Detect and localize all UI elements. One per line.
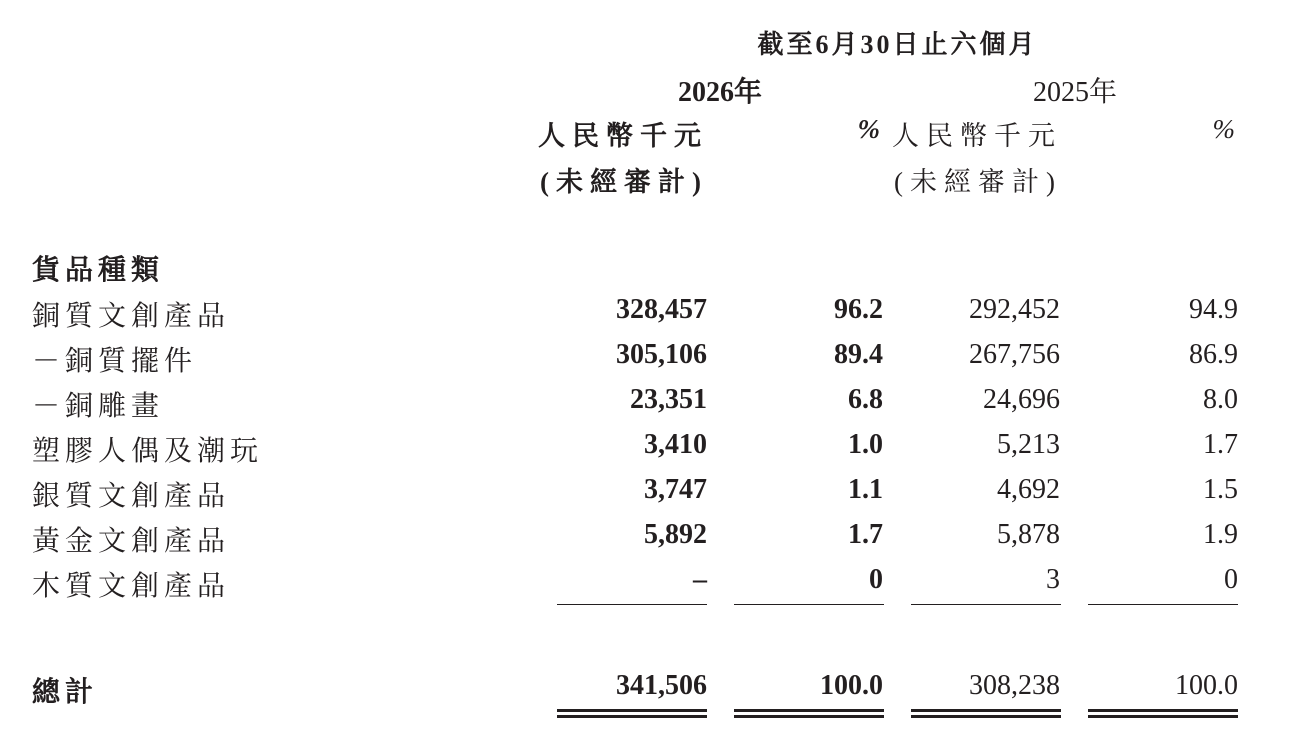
pct-2025: 86.9 [1189, 339, 1238, 370]
pct-2026: 1.0 [848, 429, 883, 460]
pct-2026: 6.8 [848, 384, 883, 415]
value-2025: 3 [1046, 564, 1060, 595]
value-2025: 24,696 [983, 384, 1060, 415]
total-value-2025: 308,238 [969, 670, 1060, 701]
pct-2026: 96.2 [834, 294, 883, 325]
total-pct-2026: 100.0 [820, 670, 883, 701]
row-label: 黃金文創產品 [32, 526, 231, 557]
pct-2026: 89.4 [834, 339, 883, 370]
value-2026: 3,747 [644, 474, 707, 505]
subtotal-rule [911, 604, 1061, 605]
value-2026: – [693, 564, 707, 595]
section-title: 貨品種類 [32, 255, 165, 286]
total-value-2026: 341,506 [616, 670, 707, 701]
pct-2025: 0 [1224, 564, 1238, 595]
subtotal-rule [734, 604, 884, 605]
pct-2026: 1.1 [848, 474, 883, 505]
value-2025: 4,692 [997, 474, 1060, 505]
pct-2026: 1.7 [848, 519, 883, 550]
value-2026: 23,351 [630, 384, 707, 415]
row-label: 銀質文創產品 [32, 481, 231, 512]
value-2026: 3,410 [644, 429, 707, 460]
total-double-rule [557, 709, 707, 718]
row-label: 木質文創產品 [32, 571, 231, 602]
pct-2025: 1.5 [1203, 474, 1238, 505]
pct-2025: 8.0 [1203, 384, 1238, 415]
period-heading: 截至6月30日止六個月 [757, 30, 1038, 59]
row-label: －銅質擺件 [32, 346, 198, 377]
value-2026: 5,892 [644, 519, 707, 550]
total-double-rule [1088, 709, 1238, 718]
row-label: －銅雕畫 [32, 391, 165, 422]
pct-heading-2025: % [1212, 114, 1235, 144]
pct-2025: 1.9 [1203, 519, 1238, 550]
value-2025: 267,756 [969, 339, 1060, 370]
year-2026-heading: 2026年 [677, 77, 762, 108]
total-double-rule [734, 709, 884, 718]
year-2025-heading: 2025年 [1032, 77, 1117, 108]
unit-rmb-2026: 人民幣千元 [538, 121, 708, 151]
pct-2025: 94.9 [1189, 294, 1238, 325]
unaudited-2025: (未經審計) [894, 167, 1062, 197]
value-2025: 5,878 [997, 519, 1060, 550]
pct-2025: 1.7 [1203, 429, 1238, 460]
subtotal-rule [1088, 604, 1238, 605]
subtotal-rule [557, 604, 707, 605]
value-2026: 328,457 [616, 294, 707, 325]
pct-2026: 0 [869, 564, 883, 595]
row-label: 銅質文創產品 [32, 301, 231, 332]
value-2026: 305,106 [616, 339, 707, 370]
total-pct-2025: 100.0 [1175, 670, 1238, 701]
value-2025: 5,213 [997, 429, 1060, 460]
pct-heading-2026: % [857, 114, 880, 144]
total-label: 總計 [32, 677, 99, 708]
row-label: 塑膠人偶及潮玩 [32, 436, 264, 467]
total-double-rule [911, 709, 1061, 718]
value-2025: 292,452 [969, 294, 1060, 325]
unaudited-2026: (未經審計) [540, 167, 708, 197]
unit-rmb-2025: 人民幣千元 [892, 121, 1062, 151]
